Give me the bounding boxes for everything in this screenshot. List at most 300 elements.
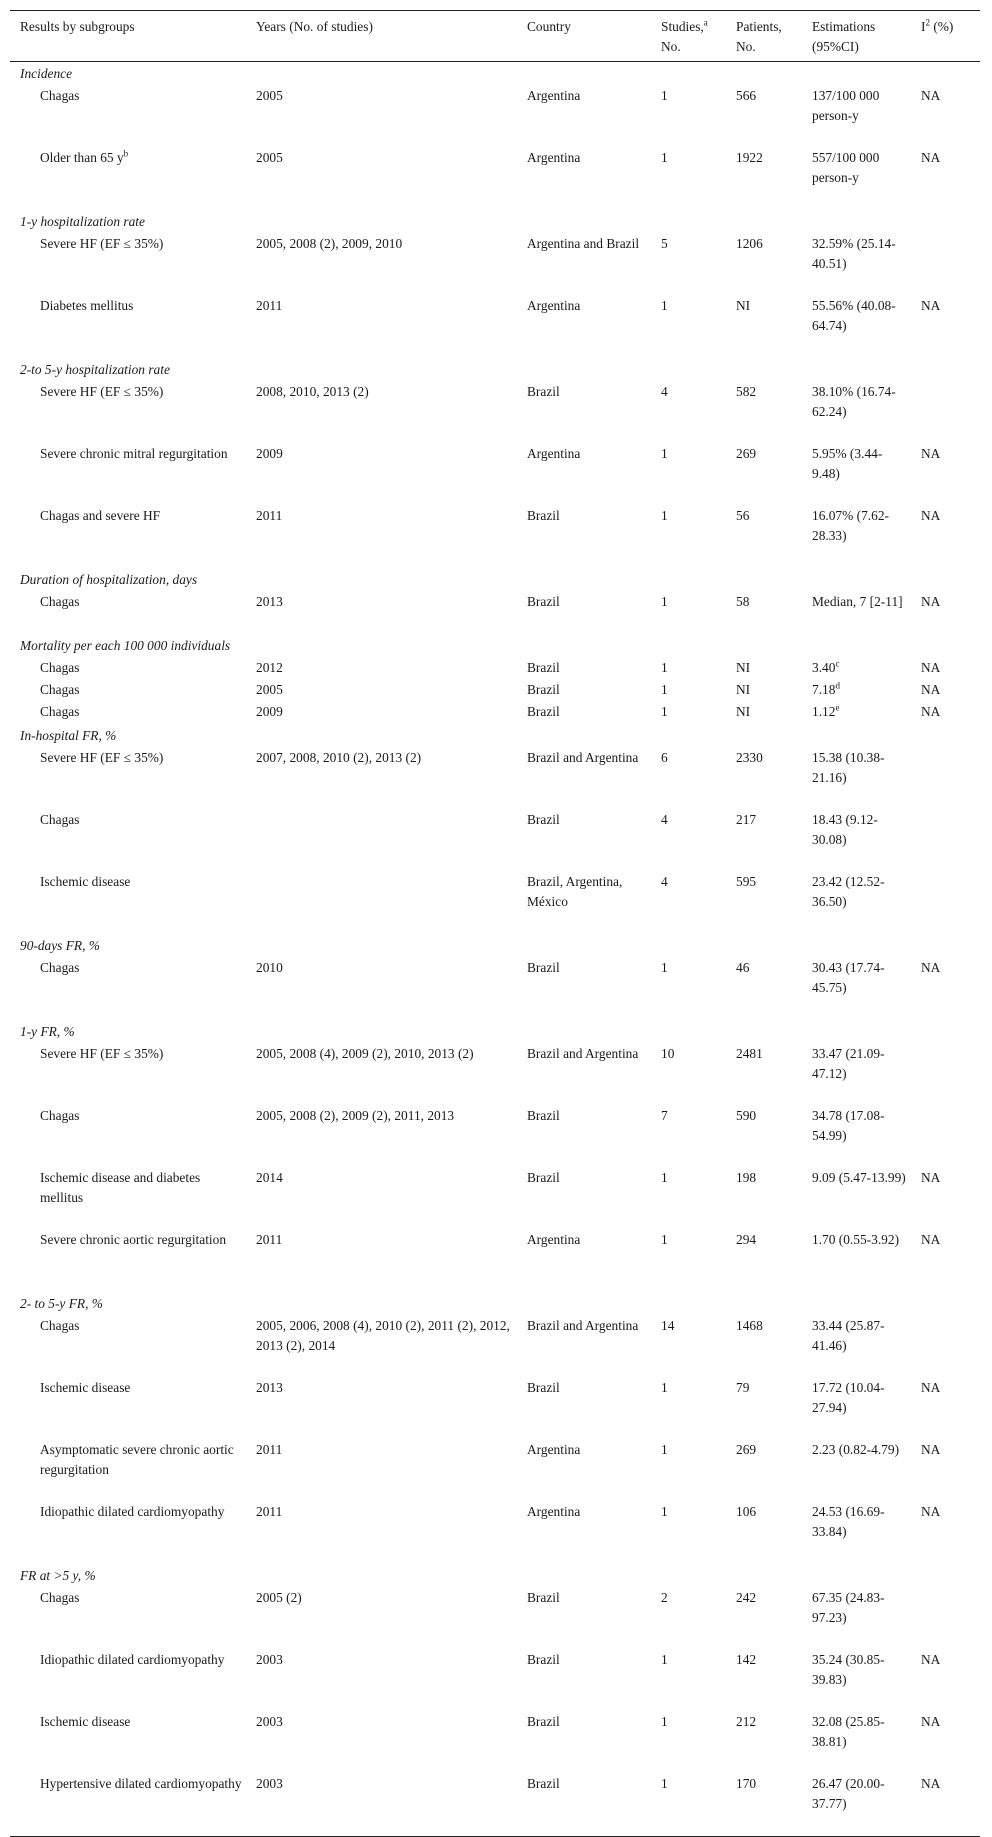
studies-cell-text: 1 <box>661 298 668 313</box>
years-cell-text: 2005 (2) <box>256 1590 302 1605</box>
estimation-cell-text: 18.43 (9.12-30.08) <box>812 812 878 847</box>
footnote-marker: e <box>835 702 840 713</box>
patients-cell-text: 79 <box>736 1380 750 1395</box>
table-row <box>10 148 980 210</box>
section-header-row <box>10 1564 980 1588</box>
years-cell <box>246 748 517 810</box>
studies-cell-text: 1 <box>661 704 668 719</box>
patients-cell <box>726 872 802 934</box>
country-cell <box>517 1316 651 1378</box>
results-table <box>10 10 980 1837</box>
years-cell-text: 2013 <box>256 1380 283 1395</box>
subgroup-cell-text: Ischemic disease <box>40 1380 131 1395</box>
i2-cell-text: NA <box>921 660 941 675</box>
footnote-marker: d <box>835 680 840 691</box>
table-row <box>10 1774 980 1837</box>
studies-cell-text: 1 <box>661 150 668 165</box>
table-row <box>10 658 980 680</box>
subgroup-cell-text: Severe chronic aortic regurgitation <box>40 1232 227 1247</box>
studies-cell-text: 5 <box>661 236 668 251</box>
i2-cell <box>911 1502 980 1564</box>
table-row <box>10 1712 980 1774</box>
studies-cell-text: 1 <box>661 1232 668 1247</box>
studies-cell-text: 14 <box>661 1318 675 1333</box>
years-cell-text: 2009 <box>256 446 283 461</box>
country-cell <box>517 234 651 296</box>
patients-cell <box>726 1440 802 1502</box>
studies-cell <box>651 382 726 444</box>
header-estimations-ci: (95%CI) <box>812 39 859 54</box>
i2-cell-text: NA <box>921 150 941 165</box>
country-cell-text: Argentina <box>527 88 581 103</box>
estimation-cell-text: 35.24 (30.85-39.83) <box>812 1652 885 1687</box>
country-cell <box>517 748 651 810</box>
studies-cell-text: 2 <box>661 1590 668 1605</box>
years-cell-text: 2008, 2010, 2013 (2) <box>256 384 369 399</box>
subgroup-cell <box>10 680 246 702</box>
section-title: In-hospital FR, % <box>20 728 117 743</box>
studies-cell <box>651 748 726 810</box>
i2-cell <box>911 296 980 358</box>
subgroup-cell <box>10 86 246 148</box>
i2-cell-text: NA <box>921 1380 941 1395</box>
country-cell-text: Brazil, Argentina, México <box>527 874 623 909</box>
estimation-cell <box>802 1650 911 1712</box>
subgroup-cell-text: Ischemic disease and diabetes mellitus <box>40 1170 201 1205</box>
estimation-cell-text: 33.44 (25.87-41.46) <box>812 1318 885 1353</box>
patients-cell-text: 217 <box>736 812 757 827</box>
patients-cell-text: 294 <box>736 1232 757 1247</box>
estimation-cell <box>802 1774 911 1837</box>
subgroup-cell-text: Chagas <box>40 682 80 697</box>
patients-cell-text: 56 <box>736 508 750 523</box>
patients-cell-text: 269 <box>736 1442 757 1457</box>
patients-cell-text: 170 <box>736 1776 757 1791</box>
patients-cell <box>726 810 802 872</box>
patients-cell-text: 2481 <box>736 1046 763 1061</box>
estimation-cell <box>802 1230 911 1292</box>
subgroup-cell-text: Chagas <box>40 88 80 103</box>
estimation-cell <box>802 1588 911 1650</box>
estimation-cell <box>802 506 911 568</box>
years-cell <box>246 680 517 702</box>
estimation-cell <box>802 1502 911 1564</box>
estimation-cell-text: 1.12 <box>812 704 836 719</box>
country-cell-text: Brazil and Argentina <box>527 1046 639 1061</box>
studies-cell <box>651 1106 726 1168</box>
years-cell-text: 2005, 2008 (2), 2009, 2010 <box>256 236 403 251</box>
patients-cell <box>726 382 802 444</box>
estimation-cell-text: 15.38 (10.38-21.16) <box>812 750 885 785</box>
table-row <box>10 1106 980 1168</box>
subgroup-cell-text: Ischemic disease <box>40 874 131 889</box>
patients-cell <box>726 658 802 680</box>
subgroup-cell <box>10 148 246 210</box>
i2-cell <box>911 658 980 680</box>
country-cell <box>517 1044 651 1106</box>
header-estimations-label: Estimations <box>812 19 876 34</box>
subgroup-cell-text: Chagas <box>40 660 80 675</box>
table-row <box>10 296 980 358</box>
country-cell <box>517 1502 651 1564</box>
years-cell-text: 2005 <box>256 88 283 103</box>
patients-cell-text: 582 <box>736 384 757 399</box>
patients-cell-text: 269 <box>736 446 757 461</box>
subgroup-cell-text: Idiopathic dilated cardiomyopathy <box>40 1652 225 1667</box>
i2-cell-text: NA <box>921 960 941 975</box>
subgroup-cell-text: Severe chronic mitral regurgitation <box>40 446 228 461</box>
country-cell-text: Brazil <box>527 1590 560 1605</box>
footnote-marker: b <box>123 148 129 159</box>
estimation-cell <box>802 148 911 210</box>
estimation-cell-text: 23.42 (12.52-36.50) <box>812 874 885 909</box>
patients-cell <box>726 1378 802 1440</box>
years-cell <box>246 1044 517 1106</box>
section-header-row <box>10 62 980 87</box>
table-header-row <box>10 11 980 62</box>
studies-cell <box>651 1230 726 1292</box>
header-results-by-subgroups: Results by subgroups <box>20 19 135 34</box>
years-cell-text: 2011 <box>256 1504 283 1519</box>
header-country: Country <box>527 19 571 34</box>
years-cell-text: 2005, 2006, 2008 (4), 2010 (2), 2011 (2), 2012, 2013 (2), 2014 <box>256 1318 510 1353</box>
subgroup-cell-text: Chagas <box>40 704 80 719</box>
country-cell-text: Brazil <box>527 1170 560 1185</box>
estimation-cell-text: 55.56% (40.08-64.74) <box>812 298 896 333</box>
section-header-row <box>10 568 980 592</box>
studies-cell <box>651 1440 726 1502</box>
subgroup-cell <box>10 1230 246 1292</box>
i2-cell <box>911 680 980 702</box>
patients-cell <box>726 680 802 702</box>
estimation-cell-text: 30.43 (17.74-45.75) <box>812 960 885 995</box>
patients-cell-text: 590 <box>736 1108 757 1123</box>
estimation-cell <box>802 748 911 810</box>
i2-cell <box>911 702 980 724</box>
header-patients <box>726 11 802 62</box>
i2-cell-text: NA <box>921 1714 941 1729</box>
country-cell <box>517 1168 651 1230</box>
header-i2 <box>911 11 980 62</box>
estimation-cell <box>802 872 911 934</box>
years-cell-text: 2014 <box>256 1170 283 1185</box>
patients-cell-text: 1922 <box>736 150 763 165</box>
studies-cell <box>651 234 726 296</box>
i2-cell-text: NA <box>921 1442 941 1457</box>
patients-cell-text: 46 <box>736 960 750 975</box>
i2-cell <box>911 958 980 1020</box>
patients-cell <box>726 296 802 358</box>
i2-cell-text: NA <box>921 88 941 103</box>
header-patients-no: No. <box>736 39 756 54</box>
country-cell <box>517 592 651 634</box>
country-cell <box>517 810 651 872</box>
estimation-cell <box>802 702 911 724</box>
i2-cell <box>911 748 980 810</box>
subgroup-cell-text: Idiopathic dilated cardiomyopathy <box>40 1504 225 1519</box>
years-cell-text: 2012 <box>256 660 283 675</box>
studies-cell <box>651 810 726 872</box>
studies-cell <box>651 702 726 724</box>
studies-cell <box>651 1650 726 1712</box>
estimation-cell <box>802 234 911 296</box>
years-cell <box>246 444 517 506</box>
studies-cell-text: 4 <box>661 874 668 889</box>
patients-cell-text: 212 <box>736 1714 757 1729</box>
country-cell <box>517 1440 651 1502</box>
patients-cell <box>726 444 802 506</box>
country-cell <box>517 680 651 702</box>
section-title: 1-y FR, % <box>20 1024 75 1039</box>
patients-cell <box>726 1774 802 1837</box>
table-row <box>10 1650 980 1712</box>
subgroup-cell <box>10 506 246 568</box>
country-cell <box>517 1712 651 1774</box>
subgroup-cell-text: Chagas <box>40 1318 80 1333</box>
estimation-cell <box>802 1106 911 1168</box>
years-cell-text: 2007, 2008, 2010 (2), 2013 (2) <box>256 750 422 765</box>
country-cell-text: Brazil <box>527 682 560 697</box>
studies-cell-text: 10 <box>661 1046 675 1061</box>
subgroup-cell-text: Ischemic disease <box>40 1714 131 1729</box>
table-row <box>10 702 980 724</box>
table-row <box>10 1168 980 1230</box>
studies-cell-text: 1 <box>661 1776 668 1791</box>
years-cell-text: 2003 <box>256 1776 283 1791</box>
i2-cell-text: NA <box>921 1504 941 1519</box>
patients-cell-text: NI <box>736 660 751 675</box>
patients-cell-text: 1468 <box>736 1318 763 1333</box>
estimation-cell-text: 26.47 (20.00-37.77) <box>812 1776 885 1811</box>
i2-cell-text: NA <box>921 594 941 609</box>
country-cell-text: Brazil <box>527 660 560 675</box>
studies-cell <box>651 1774 726 1837</box>
subgroup-cell <box>10 296 246 358</box>
studies-cell <box>651 1378 726 1440</box>
section-title: 2- to 5-y FR, % <box>20 1296 103 1311</box>
studies-cell <box>651 1044 726 1106</box>
estimation-cell <box>802 1440 911 1502</box>
years-cell-text: 2011 <box>256 1442 283 1457</box>
subgroup-cell <box>10 810 246 872</box>
patients-cell-text: 595 <box>736 874 757 889</box>
country-cell-text: Argentina <box>527 298 581 313</box>
country-cell-text: Brazil <box>527 1714 560 1729</box>
table-row <box>10 1588 980 1650</box>
i2-cell <box>911 1378 980 1440</box>
header-i2-label: I <box>921 19 926 34</box>
subgroup-cell-text: Severe HF (EF ≤ 35%) <box>40 750 164 765</box>
studies-cell <box>651 658 726 680</box>
header-patients-label: Patients, <box>736 19 782 34</box>
patients-cell <box>726 1044 802 1106</box>
estimation-cell <box>802 592 911 634</box>
studies-cell-text: 6 <box>661 750 668 765</box>
subgroup-cell <box>10 1168 246 1230</box>
i2-cell <box>911 1440 980 1502</box>
estimation-cell-text: 7.18 <box>812 682 836 697</box>
i2-cell-text: NA <box>921 1652 941 1667</box>
header-years: Years (No. of studies) <box>256 19 373 34</box>
country-cell-text: Brazil <box>527 1652 560 1667</box>
studies-cell-text: 1 <box>661 1714 668 1729</box>
estimation-cell-text: 32.59% (25.14-40.51) <box>812 236 896 271</box>
estimation-cell-text: 24.53 (16.69-33.84) <box>812 1504 885 1539</box>
studies-cell <box>651 1588 726 1650</box>
country-cell <box>517 1588 651 1650</box>
country-cell <box>517 1106 651 1168</box>
patients-cell <box>726 1712 802 1774</box>
studies-cell-text: 1 <box>661 660 668 675</box>
section-title: Incidence <box>20 66 73 81</box>
subgroup-cell-text: Chagas <box>40 594 80 609</box>
estimation-cell <box>802 680 911 702</box>
table-row <box>10 810 980 872</box>
table-row <box>10 1440 980 1502</box>
patients-cell-text: NI <box>736 298 751 313</box>
i2-cell <box>911 1650 980 1712</box>
i2-cell-text: NA <box>921 508 941 523</box>
studies-cell-text: 1 <box>661 594 668 609</box>
patients-cell-text: NI <box>736 704 751 719</box>
footnote-a-marker: a <box>703 17 708 28</box>
i2-cell <box>911 234 980 296</box>
years-cell-text: 2005, 2008 (2), 2009 (2), 2011, 2013 <box>256 1108 455 1123</box>
years-cell-text: 2005 <box>256 682 283 697</box>
patients-cell <box>726 148 802 210</box>
years-cell <box>246 1230 517 1292</box>
years-cell <box>246 1440 517 1502</box>
subgroup-cell-text: Older than 65 y <box>40 150 124 165</box>
subgroup-cell <box>10 1316 246 1378</box>
patients-cell <box>726 702 802 724</box>
subgroup-cell <box>10 958 246 1020</box>
estimation-cell <box>802 86 911 148</box>
patients-cell <box>726 592 802 634</box>
i2-cell <box>911 148 980 210</box>
years-cell <box>246 872 517 934</box>
years-cell <box>246 234 517 296</box>
studies-cell <box>651 444 726 506</box>
country-cell <box>517 444 651 506</box>
years-cell <box>246 1774 517 1837</box>
section-header-row <box>10 1292 980 1316</box>
i2-cell <box>911 1230 980 1292</box>
subgroup-cell-text: Chagas and severe HF <box>40 508 161 523</box>
header-studies-no: No. <box>661 39 681 54</box>
subgroup-cell <box>10 1502 246 1564</box>
subgroup-cell <box>10 1712 246 1774</box>
country-cell-text: Brazil <box>527 594 560 609</box>
patients-cell-text: 198 <box>736 1170 757 1185</box>
i2-cell-text: NA <box>921 298 941 313</box>
patients-cell <box>726 234 802 296</box>
years-cell-text: 2011 <box>256 298 283 313</box>
section-header-row <box>10 358 980 382</box>
section-title: 90-days FR, % <box>20 938 100 953</box>
years-cell-text: 2005 <box>256 150 283 165</box>
studies-cell <box>651 592 726 634</box>
years-cell <box>246 1650 517 1712</box>
subgroup-cell <box>10 1106 246 1168</box>
estimation-cell-text: 32.08 (25.85-38.81) <box>812 1714 885 1749</box>
section-title: Duration of hospitalization, days <box>20 572 198 587</box>
years-cell-text: 2005, 2008 (4), 2009 (2), 2010, 2013 (2) <box>256 1046 474 1061</box>
studies-cell-text: 1 <box>661 508 668 523</box>
years-cell <box>246 1316 517 1378</box>
years-cell <box>246 658 517 680</box>
studies-cell-text: 1 <box>661 88 668 103</box>
years-cell-text: 2011 <box>256 508 283 523</box>
studies-cell-text: 1 <box>661 682 668 697</box>
years-cell <box>246 1378 517 1440</box>
section-header-row <box>10 634 980 658</box>
section-header-row <box>10 934 980 958</box>
country-cell-text: Brazil and Argentina <box>527 1318 639 1333</box>
subgroup-cell-text: Chagas <box>40 812 80 827</box>
years-cell-text: 2013 <box>256 594 283 609</box>
i2-cell <box>911 872 980 934</box>
i2-cell-text: NA <box>921 704 941 719</box>
country-cell-text: Brazil <box>527 508 560 523</box>
table-row <box>10 680 980 702</box>
years-cell <box>246 1502 517 1564</box>
subgroup-cell <box>10 658 246 680</box>
subgroup-cell-text: Diabetes mellitus <box>40 298 134 313</box>
section-title: 2-to 5-y hospitalization rate <box>20 362 170 377</box>
country-cell <box>517 1774 651 1837</box>
estimation-cell <box>802 382 911 444</box>
estimation-cell <box>802 296 911 358</box>
i2-cell-text: NA <box>921 1170 941 1185</box>
header-studies <box>651 11 726 62</box>
years-cell <box>246 810 517 872</box>
subgroup-cell <box>10 382 246 444</box>
patients-cell-text: 2330 <box>736 750 763 765</box>
studies-cell-text: 7 <box>661 1108 668 1123</box>
patients-cell <box>726 1588 802 1650</box>
estimation-cell-text: 557/100 000 person-y <box>812 150 880 185</box>
i2-cell-text: NA <box>921 1776 941 1791</box>
estimation-cell <box>802 810 911 872</box>
section-title: Mortality per each 100 000 individuals <box>20 638 231 653</box>
estimation-cell-text: 67.35 (24.83-97.23) <box>812 1590 885 1625</box>
i2-cell <box>911 86 980 148</box>
country-cell-text: Argentina <box>527 1504 581 1519</box>
years-cell <box>246 592 517 634</box>
years-cell-text: 2010 <box>256 960 283 975</box>
subgroup-cell-text: Severe HF (EF ≤ 35%) <box>40 384 164 399</box>
i2-cell-text: NA <box>921 446 941 461</box>
table-row <box>10 1230 980 1292</box>
subgroup-cell <box>10 748 246 810</box>
patients-cell <box>726 1106 802 1168</box>
country-cell <box>517 958 651 1020</box>
studies-cell <box>651 1168 726 1230</box>
years-cell-text: 2009 <box>256 704 283 719</box>
studies-cell <box>651 958 726 1020</box>
studies-cell <box>651 86 726 148</box>
subgroup-cell <box>10 592 246 634</box>
section-title: 1-y hospitalization rate <box>20 214 145 229</box>
subgroup-cell <box>10 1044 246 1106</box>
years-cell <box>246 1168 517 1230</box>
years-cell-text: 2003 <box>256 1714 283 1729</box>
estimation-cell <box>802 658 911 680</box>
subgroup-cell <box>10 444 246 506</box>
subgroup-cell <box>10 872 246 934</box>
studies-cell-text: 1 <box>661 1170 668 1185</box>
